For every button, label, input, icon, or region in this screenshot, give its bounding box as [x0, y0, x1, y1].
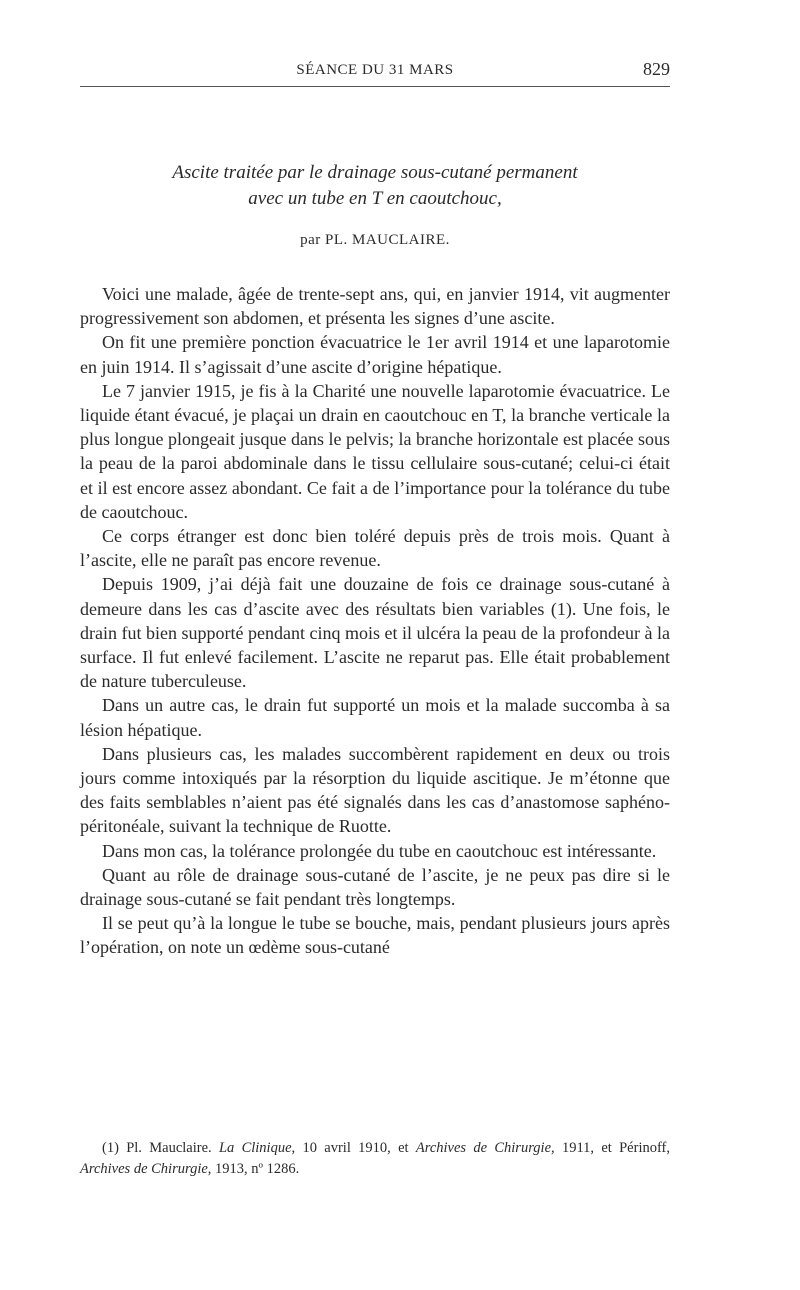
paragraph: Il se peut qu’à la longue le tube se bouche, mais, pendant plusieurs jours après l’opération, on note un œdème sous-cutané	[80, 913, 670, 958]
article-title-line-1: Ascite traitée par le drainage sous-cutané permanent	[172, 162, 578, 183]
article-title	[80, 160, 670, 212]
paragraph: On fit une première ponction évacuatrice le 1er avril 1914 et une laparotomie en juin 1914. Il s’agissait d’une ascite d’origine hépatique.	[80, 332, 670, 377]
running-header	[80, 56, 670, 87]
paragraph: Depuis 1909, j’ai déjà fait une douzaine de fois ce drainage sous-cutané à demeure dans les cas d’ascite avec des résultats bien variables (1). Une fois, le drain fut bien supporté pendant cinq mois et il ulcéra la peau de la profondeur à la surface. Il fut enlevé facilement. L’ascite ne reparut pas. Elle était probablement de nature tuberculeuse.	[80, 574, 670, 692]
paragraph: Dans mon cas, la tolérance prolongée du tube en caoutchouc est intéressante.	[102, 840, 657, 861]
footnote-text: , 10 avril 1910, et	[291, 1140, 416, 1156]
paragraph: Ce corps étranger est donc bien toléré depuis près de trois mois. Quant à l’ascite, elle ne paraît pas encore revenue.	[80, 526, 670, 571]
footnote	[80, 1138, 670, 1180]
paragraph: Dans un autre cas, le drain fut supporté un mois et la malade succomba à sa lésion hépatique.	[80, 695, 670, 740]
footnote-text: (1) Pl. Mauclaire.	[102, 1140, 219, 1156]
article-body	[80, 282, 670, 960]
article-author: par PL. MAUCLAIRE.	[300, 232, 450, 248]
footnote-journal: La Clinique	[218, 1140, 292, 1156]
article-title-line-2: avec un tube en T en caoutchouc,	[248, 188, 502, 209]
running-title: SÉANCE DU 31 MARS	[296, 62, 454, 78]
footnote-text: , 1911, et Périnoff,	[551, 1140, 670, 1156]
footnote-journal: Archives de Chirurgie	[415, 1140, 552, 1156]
footnote-text: , 1913, nº 1286.	[207, 1161, 300, 1177]
paragraph: Voici une malade, âgée de trente-sept ans, qui, en janvier 1914, vit augmenter progressivement son abdomen, et présenta les signes d’une ascite.	[80, 284, 670, 329]
paragraph: Le 7 janvier 1915, je fis à la Charité une nouvelle laparotomie évacuatrice. Le liquide étant évacué, je plaçai un drain en caoutchouc en T, la branche verticale la plus longue plongeait jusque dans le pelvis; la branche horizontale est placée sous la peau de la paroi abdominale dans le tissu cellulaire sous-cutané; celui-ci était et il est encore assez abondant. Ce fait a de l’importance pour la tolérance du tube de caoutchouc.	[80, 380, 670, 522]
page-number: 829	[643, 59, 670, 79]
paragraph: Dans plusieurs cas, les malades succombèrent rapidement en deux ou trois jours comme intoxiqués par la résorption du liquide ascitique. Je m’étonne que des faits semblables n’aient pas été signalés dans les cas d’anastomose saphéno-péritonéale, suivant la technique de Ruotte.	[80, 743, 670, 837]
footnotes	[80, 1138, 670, 1180]
footnote-journal: Archives de Chirurgie	[80, 1161, 208, 1177]
paragraph: Quant au rôle de drainage sous-cutané de l’ascite, je ne peux pas dire si le drainage sous-cutané se fait pendant très longtemps.	[80, 864, 670, 910]
